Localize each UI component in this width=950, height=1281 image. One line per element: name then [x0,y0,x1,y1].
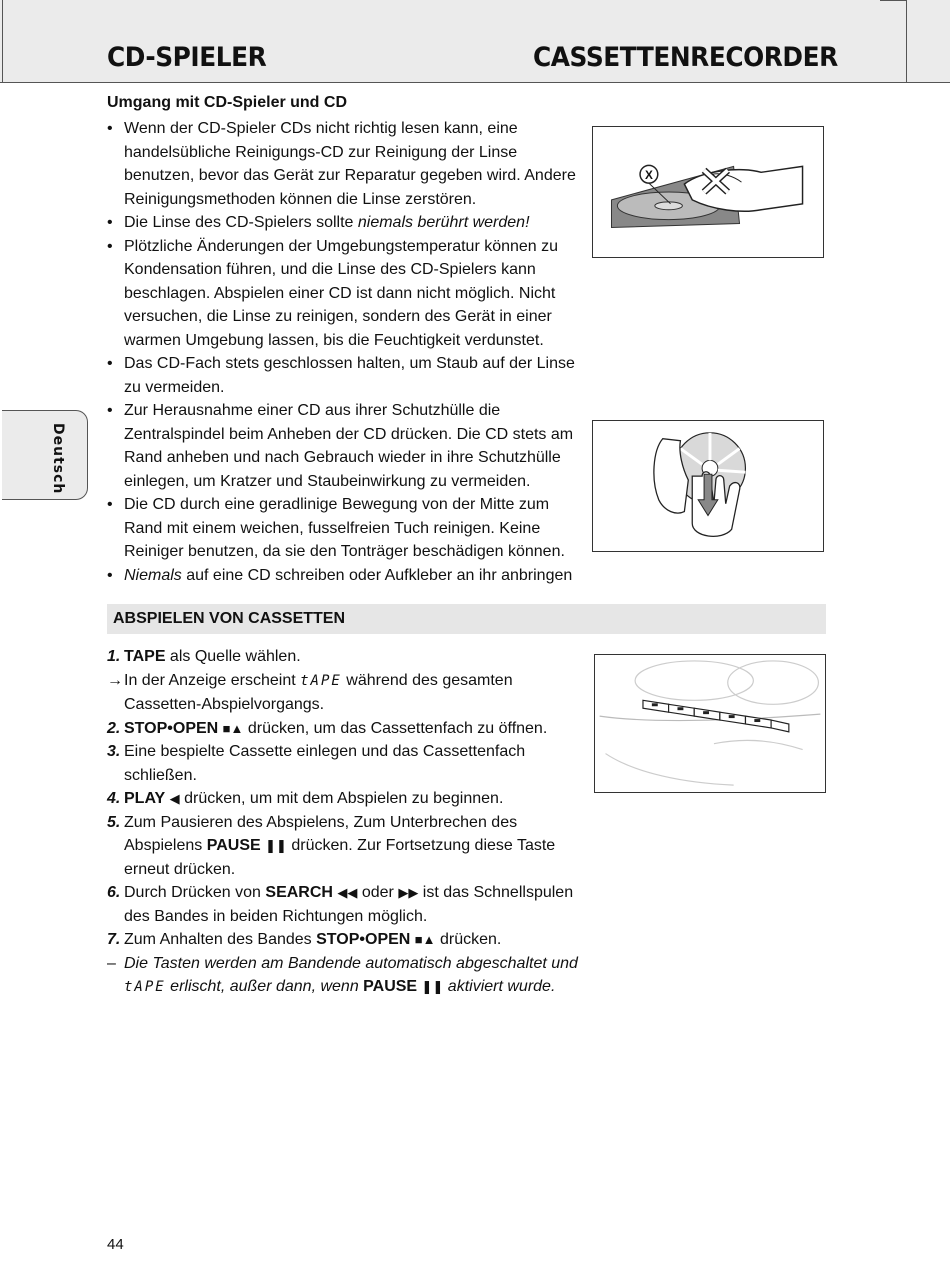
header-band [0,0,950,83]
list-item: 5. Zum Pausieren des Abspielens, Zum Unterbrechen des Abspielens PAUSE ❚❚ drücken. Zur Fortsetzung diese Taste erneut drücken. [107,813,556,878]
fast-forward-icon: ▶▶ [398,885,419,900]
illustration-do-not-touch-lens [592,126,824,258]
pause-icon: ❚❚ [265,838,287,853]
list-item: – Die Tasten werden am Bandende automatisch abgeschaltet und tAPE erlischt, außer dann, wenn PAUSE ❚❚ aktiviert wurde. [107,954,578,995]
list-item: • Das CD-Fach stets geschlossen halten, um Staub auf der Linse zu vermeiden. [107,352,587,399]
cassette-deck-svg [595,655,825,792]
stop-eject-icon: ■▲ [414,932,436,947]
list-item: 2. STOP•OPEN ■▲ drücken, um das Cassettenfach zu öffnen. [107,719,548,737]
cd-care-list [107,117,587,587]
cd-care-heading: Umgang mit CD-Spieler und CD [107,94,348,111]
list-item: 4. PLAY ◀ drücken, um mit dem Abspielen zu beginnen. [107,790,504,807]
list-item: → In der Anzeige erscheint tAPE während des gesamten Cassetten-Abspielvorgangs. [107,671,513,713]
illustration-cd-handling [592,420,824,552]
section-title-cd-player: CD-SPIELER [107,42,267,73]
list-item: 6. Durch Drücken von SEARCH ◀◀ oder ▶▶ ist das Schnellspulen des Bandes in beiden Richtungen möglich. [107,884,574,925]
lens-mark-label: X [644,168,653,183]
list-item: 3. Eine bespielte Cassette einlegen und das Cassettenfach schließen. [107,743,526,784]
cassette-steps-list [107,645,587,1000]
illustration-cassette-deck [594,654,826,793]
list-item: • Wenn der CD-Spieler CDs nicht richtig lesen kann, eine handelsübliche Reinigungs-CD zur Reinigung der Linse benutzen, bevor das Gerät zur Reparatur gegeben wird. Andere Reinigungsmethoden können die Linse zerstören. [107,117,587,211]
cd-handling-svg [593,421,823,551]
play-icon: ◀ [169,791,180,806]
list-item: • Plötzliche Änderungen der Umgebungstemperatur können zu Kondensation führen, und die Linse des CD-Spielers kann beschlagen. Abspielen einer CD ist dann nicht möglich. Nicht versuchen, die Linse zu reinigen, sondern des Gerät in einer warmen Umgebung lassen, bis die Feuchtigkeit verdunstet. [107,235,587,353]
language-tab [2,410,88,500]
pause-icon: ❚❚ [421,979,444,994]
list-item: • Zur Herausnahme einer CD aus ihrer Schutzhülle die Zentralspindel beim Anheben der CD drücken. Die CD stets am Rand anheben und nach Gebrauch wieder in ihre Schutzhülle einlegen, um Kratzer und Staubeinwirkung zu vermeiden. [107,399,587,493]
header-tick [880,0,906,1]
list-item: 7. Zum Anhalten des Bandes STOP•OPEN ■▲ drücken. [107,931,502,948]
list-item: • Niemals auf eine CD schreiben oder Aufkleber an ihr anbringen [107,564,587,588]
cassette-playback-heading: ABSPIELEN VON CASSETTEN [113,610,346,627]
cassette-playback-heading-bar [107,604,826,634]
list-item: • Die CD durch eine geradlinige Bewegung von der Mitte zum Rand mit einem weichen, fusselfreien Tuch reinigen. Keine Reiniger benutzen, da sie den Tonträger beschädigen können. [107,493,587,564]
header-border-left [2,0,3,82]
rewind-icon: ◀◀ [337,885,358,900]
header-border-right [906,0,907,82]
section-title-cassette-recorder: CASSETTENRECORDER [533,42,838,73]
display-readout: tAPE [124,979,166,995]
display-readout: tAPE [300,672,342,689]
page-number: 44 [107,1236,124,1253]
stop-eject-icon: ■▲ [222,720,244,736]
language-tab-label: Deutsch [50,423,66,495]
lens-illustration-svg [593,127,823,257]
list-item: • Die Linse des CD-Spielers sollte niemals berührt werden! [107,211,587,235]
list-item: 1. TAPE als Quelle wählen. [107,648,301,665]
